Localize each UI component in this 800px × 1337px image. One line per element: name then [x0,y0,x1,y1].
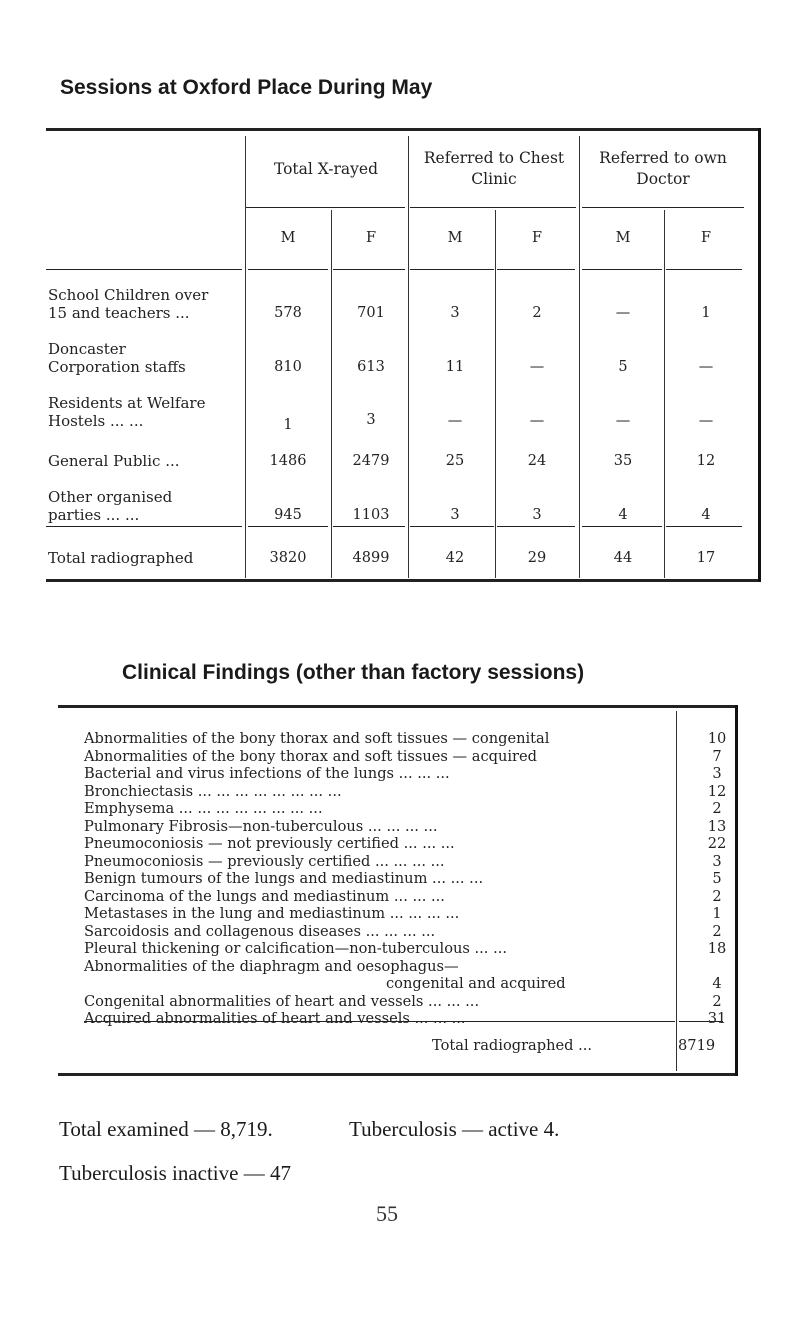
subheader-m: M [280,230,296,246]
list-item [84,835,784,853]
cell: — [698,359,714,375]
cell: 945 [274,507,302,523]
rule [331,210,332,578]
rule [248,526,328,527]
row-label: Residents at Welfare [48,394,206,412]
rule [245,136,246,578]
rule [495,210,496,578]
list-item [84,923,784,941]
list-item [84,748,784,766]
list-item [84,783,784,801]
header-referred-own-doctor: Referred to own Doctor [599,149,727,188]
finding-count: 22 [707,835,727,852]
finding-label: Abnormalities of the bony thorax and soft tissues — congenital [84,730,550,747]
cell: 3 [532,507,542,523]
row-label: Doncaster [48,340,126,358]
finding-label: Benign tumours of the lungs and mediastinum ... ... ... [84,870,484,887]
list-item [84,730,784,748]
cell: 5 [618,359,628,375]
row-label: General Public ... [48,452,180,470]
cell: 1 [701,305,711,321]
tb-inactive-text: Tuberculosis inactive — 47 [59,1161,291,1185]
finding-label: Metastases in the lung and mediastinum ... ... ... ... [84,905,460,922]
cell: 810 [274,359,302,375]
finding-count: 2 [712,992,722,1010]
finding-label: Bronchiectasis ... ... ... ... ... ... ... ... [84,782,342,800]
cell: 3 [366,412,376,428]
list-item [84,940,784,958]
cell: 1486 [269,453,307,469]
row-label: Hostels ... ... [48,412,144,430]
finding-label: Abnormalities of the bony thorax and soft tissues — acquired [84,747,537,765]
list-item [84,818,784,836]
list-item [84,853,784,871]
findings-list [84,730,784,1028]
subheader-f: F [365,230,377,246]
finding-label: Pleural thickening or calcification—non-tuberculous ... ... [84,940,507,957]
cell: 24 [527,453,547,469]
header-referred-chest-clinic: Referred to Chest Clinic [423,149,565,188]
finding-label: congenital and acquired [386,975,566,992]
total-label: Total radiographed [48,549,194,567]
cell: 1 [283,417,293,433]
list-item [84,905,784,923]
row-label: Other organised [48,488,173,506]
table-top-border [46,128,761,131]
finding-label: Carcinoma of the lungs and mediastinum ... ... ... [84,887,445,905]
rule [579,136,580,578]
finding-count: 12 [707,782,727,800]
cell: — [698,413,714,429]
rule [497,526,575,527]
table-bottom-border [58,1073,738,1076]
total-cell: 3820 [269,550,307,566]
cell: 11 [445,359,465,375]
rule [46,269,242,270]
rule [666,269,742,270]
rule [248,269,328,270]
sessions-table [46,128,761,581]
list-item [84,888,784,906]
cell: 4 [618,507,628,523]
finding-label: Pneumoconiosis — previously certified ... ... ... ... [84,852,445,870]
row-label: 15 and teachers ... [48,304,190,322]
rule [408,136,409,578]
table-top-border [58,705,738,708]
cell: 12 [696,453,716,469]
header-total-xrayed: Total X-rayed [273,160,379,178]
rule [246,207,405,208]
finding-count: 13 [707,817,727,835]
total-cell: 17 [696,550,716,566]
cell: 25 [445,453,465,469]
rule [582,207,744,208]
finding-label: Abnormalities of the diaphragm and oesophagus— [84,957,459,975]
rule [664,210,665,578]
cell: 2479 [352,453,390,469]
row-label: parties ... ... [48,506,140,524]
table-right-border [758,128,761,582]
rule [582,526,662,527]
finding-count: 5 [712,870,722,887]
list-item [84,993,784,1011]
subheader-f: F [700,230,712,246]
subheader-f: F [531,230,543,246]
findings-total-value: 8719 [678,1037,716,1054]
finding-count: 31 [707,1010,727,1027]
tb-active-text: Tuberculosis — active 4. [349,1117,560,1141]
total-examined-text: Total examined — 8,719. [59,1117,273,1141]
rule [666,526,742,527]
sessions-title: Sessions at Oxford Place During May [60,76,433,99]
rule [410,269,494,270]
finding-label: Emphysema ... ... ... ... ... ... ... ... [84,800,323,817]
finding-count: 3 [712,765,722,782]
subheader-m: M [447,230,463,246]
list-item [84,958,784,976]
cell: 613 [357,359,385,375]
finding-count: 10 [707,730,727,747]
cell: — [529,359,545,375]
findings-total-label: Total radiographed ... [432,1037,593,1054]
row-label: Corporation staffs [48,358,186,376]
total-cell: 42 [445,550,465,566]
total-cell: 4899 [352,550,390,566]
finding-label: Pneumoconiosis — not previously certified ... ... ... [84,835,455,852]
finding-label: Bacterial and virus infections of the lungs ... ... ... [84,765,450,782]
cell: — [615,305,631,321]
rule [333,526,405,527]
cell: 4 [701,507,711,523]
subheader-m: M [615,230,631,246]
cell: — [529,413,545,429]
list-item [84,800,784,818]
total-cell: 44 [613,550,633,566]
finding-count: 2 [712,922,722,940]
row-label: School Children over [48,286,209,304]
cell: 35 [613,453,633,469]
total-cell: 29 [527,550,547,566]
rule [333,269,405,270]
page-number: 55 [376,1201,398,1226]
findings-title: Clinical Findings (other than factory sessions) [122,661,585,684]
findings-table [58,705,742,1081]
rule [46,526,242,527]
list-item [84,870,784,888]
list-item [84,1010,784,1028]
cell: 2 [532,305,542,321]
cell: 1103 [352,507,390,523]
finding-count: 4 [712,975,722,992]
finding-count: 1 [712,905,722,922]
cell: 701 [357,305,385,321]
finding-count: 2 [712,800,722,817]
finding-label: Sarcoidosis and collagenous diseases ... ... ... ... [84,922,436,940]
rule [410,207,576,208]
list-item [84,975,784,993]
cell: 3 [450,305,460,321]
cell: — [615,413,631,429]
finding-count: 7 [712,747,722,765]
table-bottom-border [46,579,761,582]
cell: 3 [450,507,460,523]
finding-label: Acquired abnormalities of heart and vessels ... ... ... [84,1010,466,1027]
finding-label: Pulmonary Fibrosis—non-tuberculous ... ... ... ... [84,817,438,835]
cell: 578 [274,305,302,321]
rule [582,269,662,270]
finding-count: 2 [712,887,722,905]
cell: — [447,413,463,429]
rule [497,269,575,270]
finding-count: 3 [712,852,722,870]
list-item [84,765,784,783]
finding-label: Congenital abnormalities of heart and vessels ... ... ... [84,992,480,1010]
rule [410,526,494,527]
finding-count: 18 [707,940,727,957]
